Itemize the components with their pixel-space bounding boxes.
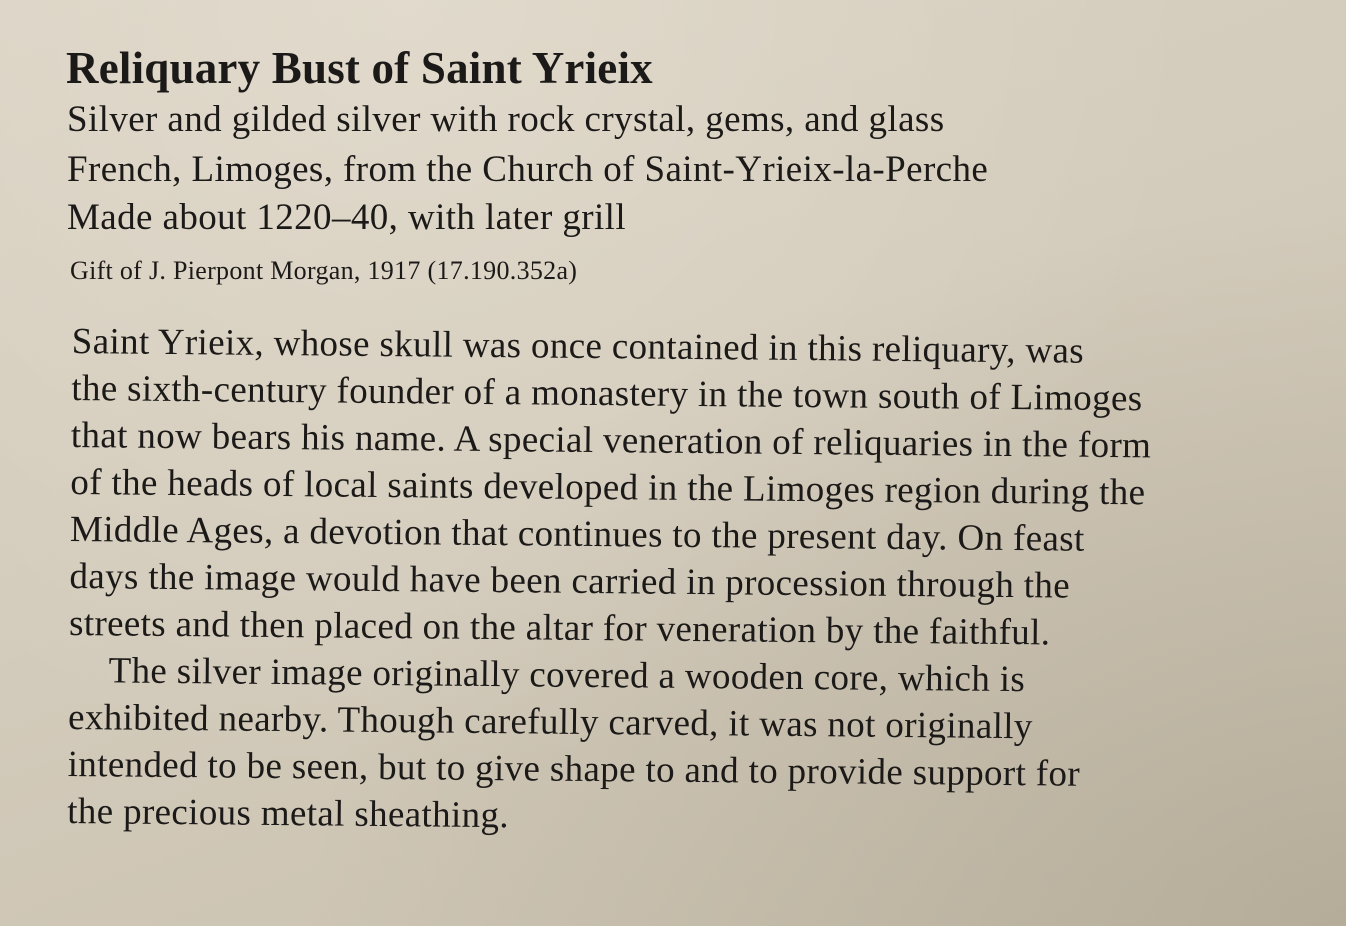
description-line: the sixth-century founder of a monastery in the town south of Limoges <box>71 367 1143 420</box>
artwork-origin: French, Limoges, from the Church of Saint-Yrieix-la-Perche <box>67 149 989 190</box>
description-text <box>67 318 1262 846</box>
description-line: intended to be seen, but to give shape to and to provide support for <box>67 743 1081 795</box>
description-line: days the image would have been carried in procession through the <box>69 555 1071 607</box>
description-line: The silver image originally covered a wooden core, which is <box>108 650 1026 701</box>
description-line: Middle Ages, a devotion that continues to the present day. On feast <box>69 508 1085 560</box>
description-line: exhibited nearby. Though carefully carved, it was not originally <box>67 696 1033 748</box>
description-line: the precious metal sheathing. <box>67 790 510 837</box>
description-line: streets and then placed on the altar for veneration by the faithful. <box>68 602 1051 654</box>
credit-line: Gift of J. Pierpont Morgan, 1917 (17.190.352a) <box>70 256 578 285</box>
description-line: of the heads of local saints developed in the Limoges region during the <box>70 461 1146 514</box>
artwork-date: Made about 1220–40, with later grill <box>67 197 627 238</box>
description-line: Saint Yrieix, whose skull was once contained in this reliquary, was <box>71 320 1085 372</box>
description-line: that now bears his name. A special veneration of reliquaries in the form <box>70 414 1152 467</box>
artwork-medium: Silver and gilded silver with rock crystal, gems, and glass <box>67 99 945 140</box>
artwork-title: Reliquary Bust of Saint Yrieix <box>66 43 653 93</box>
